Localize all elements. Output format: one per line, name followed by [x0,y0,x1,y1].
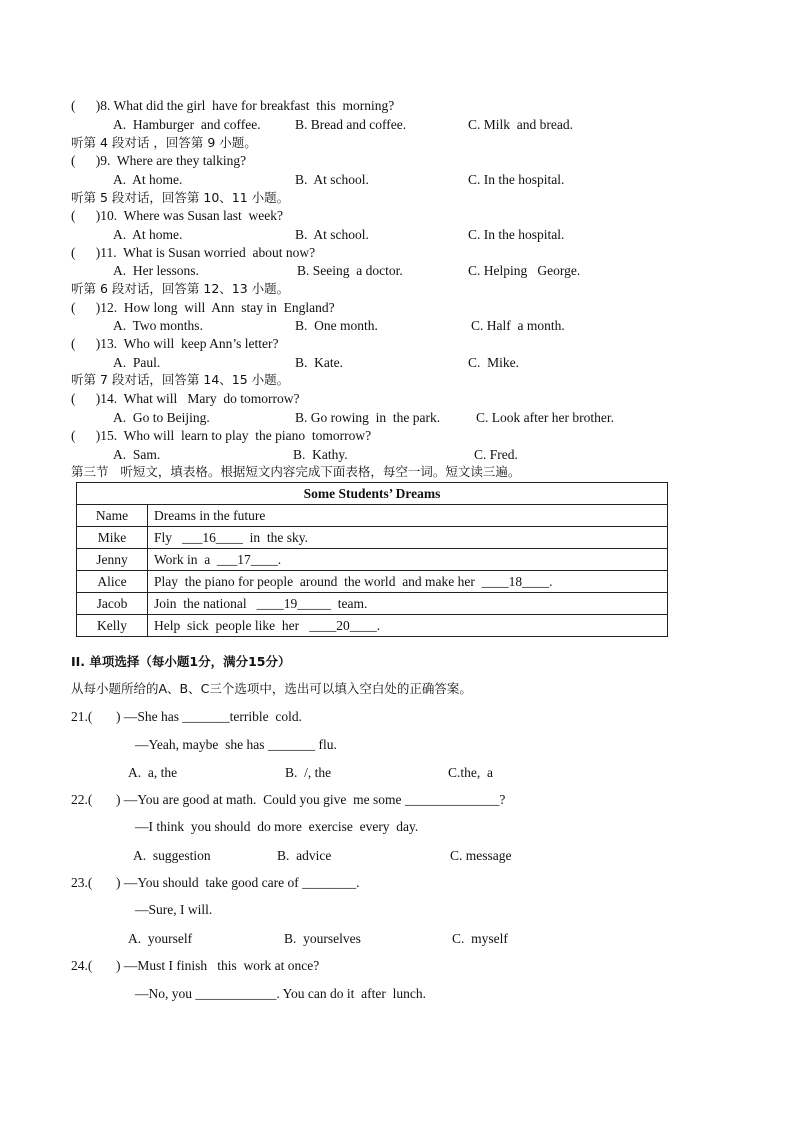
q15-option-a: A. Sam. [113,447,161,462]
table-row [77,615,668,637]
q9-option-a: A. At home. [113,172,183,187]
dream-text: Help sick people like her [154,617,310,633]
question-11: ( )11. What is Susan worried about now? [71,245,316,260]
q15-option-c: C. Fred. [474,447,518,462]
student-name: Alice [77,571,148,593]
q22-option-a: A. suggestion [133,848,211,863]
dream-text: Play the piano for people around the world and make her [154,573,482,589]
q14-option-b: B. Go rowing in the park. [295,410,441,425]
dream-text: Work in a [154,551,218,567]
blank-19: ____19_____ [256,595,331,611]
blank-16: ___16____ [182,529,243,545]
q22-option-b: B. advice [277,848,332,863]
blank-17: ___17____ [217,551,278,567]
dream-cell [148,549,668,571]
table-row [77,549,668,571]
q23-option-a: A. yourself [128,931,193,946]
dream-text-end: team. [330,595,368,611]
part-2-heading: II. 单项选择（每小题1分，满分15分） [71,654,291,669]
blank-20: ____20____ [309,617,377,633]
q23-option-c: C. myself [452,931,508,946]
dream-text-end: . [549,573,553,589]
dream-cell [148,615,668,637]
q8-option-a: A. Hamburger and coffee. [113,117,261,132]
question-15: ( )15. Who will learn to play the piano tomorrow? [71,428,372,443]
question-14: ( )14. What will Mary do tomorrow? [71,391,300,406]
q21-response: —Yeah, maybe she has _______ flu. [135,737,337,752]
question-22: 22.( ) —You are good at math. Could you give me some ______________? [71,792,506,807]
q10-option-b: B. At school. [295,227,369,242]
q13-option-a: A. Paul. [113,355,161,370]
section-4-instruction: 听第 4 段对话 ，回答第 9 小题。 [71,135,257,150]
section-6-instruction: 听第 6 段对话，回答第 12、13 小题。 [71,281,290,296]
q23-response: —Sure, I will. [135,902,213,917]
question-12: ( )12. How long will Ann stay in England? [71,300,335,315]
table-row [77,593,668,615]
dream-text: Join the national [154,595,257,611]
column-header-dream: Dreams in the future [148,505,668,527]
section-7-instruction: 听第 7 段对话，回答第 14、15 小题。 [71,372,290,387]
question-23: 23.( ) —You should take good care of ________. [71,875,360,890]
q14-option-a: A. Go to Beijing. [113,410,210,425]
q11-option-c: C. Helping George. [468,263,581,278]
dream-text-end: . [376,617,381,633]
q13-option-c: C. Mike. [468,355,520,370]
table-title: Some Students’ Dreams [77,483,668,505]
q13-option-b: B. Kate. [295,355,343,370]
q8-option-c: C. Milk and bread. [468,117,573,132]
q8-option-b: B. Bread and coffee. [295,117,407,132]
q21-option-a: A. a, the [128,765,178,780]
q21-option-b: B. /, the [285,765,332,780]
table-header-row [77,505,668,527]
q22-option-c: C. message [450,848,512,863]
question-24: 24.( ) —Must I finish this work at once? [71,958,320,973]
dream-text-end: . [277,551,282,567]
q9-option-c: C. In the hospital. [468,172,565,187]
table-title-row [77,483,668,505]
dream-cell [148,571,668,593]
student-name: Kelly [77,615,148,637]
section-3-title: 第三节 听短文，填表格。根据短文内容完成下面表格，每空一词。短文读三遍。 [71,464,521,479]
question-13: ( )13. Who will keep Ann’s letter? [71,336,279,351]
dream-text-end: in the sky. [242,529,309,545]
question-21: 21.( ) —She has _______terrible cold. [71,709,302,724]
question-10: ( )10. Where was Susan last week? [71,208,283,223]
student-name: Jacob [77,593,148,615]
q10-option-c: C. In the hospital. [468,227,565,242]
q12-option-c: C. Half a month. [471,318,565,333]
dreams-table [76,482,668,637]
q10-option-a: A. At home. [113,227,183,242]
q14-option-c: C. Look after her brother. [476,410,614,425]
table-row [77,571,668,593]
q24-response: —No, you ____________. You can do it after lunch. [135,986,426,1001]
part-2-instruction: 从每小题所给的A、B、C三个选项中，选出可以填入空白处的正确答案。 [71,681,472,696]
q11-option-b: B. Seeing a doctor. [297,263,403,278]
section-5-instruction: 听第 5 段对话，回答第 10、11 小题。 [71,190,290,205]
table-row [77,527,668,549]
q9-option-b: B. At school. [295,172,369,187]
column-header-name: Name [77,505,148,527]
q21-option-c: C.the, a [448,765,493,780]
q12-option-b: B. One month. [295,318,378,333]
dream-text: Fly [154,529,183,545]
q11-option-a: A. Her lessons. [113,263,199,278]
dream-cell [148,527,668,549]
q22-response: —I think you should do more exercise every day. [135,819,419,834]
q15-option-b: B. Kathy. [293,447,348,462]
student-name: Jenny [77,549,148,571]
q23-option-b: B. yourselves [284,931,361,946]
student-name: Mike [77,527,148,549]
q12-option-a: A. Two months. [113,318,203,333]
dream-cell [148,593,668,615]
blank-18: ____18____ [481,573,550,589]
question-8: ( )8. What did the girl have for breakfast this morning? [71,98,395,113]
question-9: ( )9. Where are they talking? [71,153,247,168]
